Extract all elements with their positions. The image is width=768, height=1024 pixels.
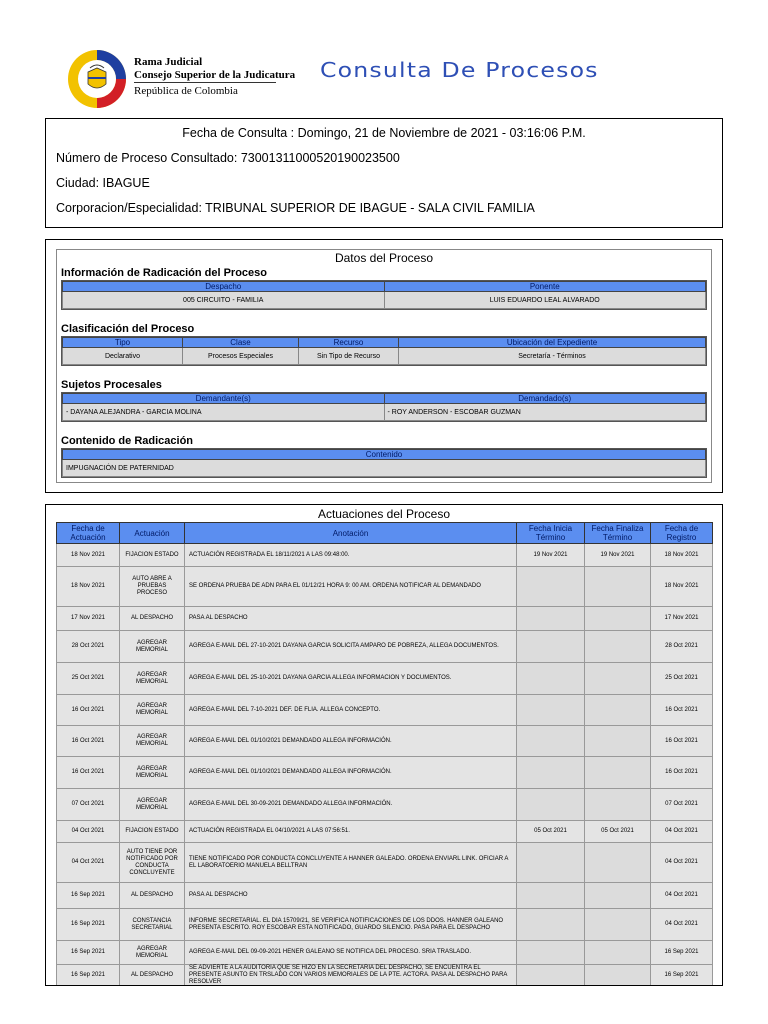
cell-actuacion: AGREGAR MEMORIAL: [120, 726, 185, 757]
cell-fecha-inicia: [517, 843, 585, 883]
cell-anotacion: SE ADVIERTE A LA AUDITORIA QUE SE HIZO EN LA SECRETARIA DEL DESPACHO, SE ENCUENTRA EL PRESENTE ASUNTO EN TRSLADO CON VARIOS MEMORIALES DE LA PTE. ACTORA. PASA AL DESPACHO PARA RESOLVER: [185, 965, 517, 987]
cell-anotacion: TIENE NOTIFICADO POR CONDUCTA CONCLUYENTE A HANNER GALEADO. ORDENA ENVIARL LINK. OFICIAR A EL LABORATOERIO MANUELA BELLTRAN: [185, 843, 517, 883]
table-row: [57, 567, 713, 607]
clasificacion-title: Clasificación del Proceso: [61, 323, 195, 335]
org-line-1: Rama Judicial: [134, 56, 203, 68]
cell-fecha-inicia: 05 Oct 2021: [517, 821, 585, 843]
cell-fecha-actuacion: 28 Oct 2021: [57, 631, 120, 663]
cell-fecha-finaliza: [585, 843, 651, 883]
colombia-seal-icon: [66, 48, 128, 110]
cell-fecha-registro: 04 Oct 2021: [651, 821, 713, 843]
cell-anotacion: AGREGA E-MAIL DEL 27-10-2021 DAYANA GARCIA SOLICITA AMPARO DE POBREZA, ALLEGA DOCUMENTOS.: [185, 631, 517, 663]
cell-fecha-actuacion: 17 Nov 2021: [57, 607, 120, 631]
cell-anotacion: AGREGA E-MAIL DEL 01/10/2021 DEMANDADO ALLEGA INFORMACIÓN.: [185, 726, 517, 757]
cell-actuacion: AGREGAR MEMORIAL: [120, 941, 185, 965]
corporacion: Corporacion/Especialidad: TRIBUNAL SUPERIOR DE IBAGUE - SALA CIVIL FAMILIA: [56, 201, 535, 215]
cell-fecha-inicia: 19 Nov 2021: [517, 544, 585, 567]
header-clase: Clase: [183, 338, 299, 348]
cell-anotacion: ACTUACIÓN REGISTRADA EL 18/11/2021 A LAS 09:48:00.: [185, 544, 517, 567]
cell-fecha-finaliza: [585, 757, 651, 789]
cell-fecha-finaliza: 05 Oct 2021: [585, 821, 651, 843]
sujetos-table: [61, 392, 707, 422]
cell-fecha-actuacion: 07 Oct 2021: [57, 789, 120, 821]
contenido-title: Contenido de Radicación: [61, 435, 194, 447]
cell-fecha-registro: 07 Oct 2021: [651, 789, 713, 821]
cell-fecha-actuacion: 16 Sep 2021: [57, 965, 120, 987]
value-demandantes: - DAYANA ALEJANDRA - GARCIA MOLINA: [63, 404, 385, 421]
cell-fecha-finaliza: [585, 631, 651, 663]
cell-fecha-registro: 28 Oct 2021: [651, 631, 713, 663]
cell-fecha-registro: 04 Oct 2021: [651, 883, 713, 909]
table-row: [57, 607, 713, 631]
cell-fecha-finaliza: [585, 726, 651, 757]
cell-fecha-finaliza: [585, 941, 651, 965]
cell-actuacion: AGREGAR MEMORIAL: [120, 631, 185, 663]
numero-proceso: Número de Proceso Consultado: 73001311000520190023500: [56, 151, 400, 165]
header-fecha-finaliza: Fecha Finaliza Término: [585, 523, 651, 544]
cell-fecha-inicia: [517, 757, 585, 789]
cell-fecha-actuacion: 16 Sep 2021: [57, 909, 120, 941]
fecha-consulta: Fecha de Consulta : Domingo, 21 de Noviembre de 2021 - 03:16:06 P.M.: [182, 126, 586, 140]
cell-fecha-inicia: [517, 663, 585, 695]
cell-fecha-registro: 16 Sep 2021: [651, 941, 713, 965]
actuaciones-title: Actuaciones del Proceso: [317, 507, 451, 521]
cell-fecha-finaliza: [585, 965, 651, 987]
table-row: [57, 631, 713, 663]
cell-fecha-inicia: [517, 789, 585, 821]
clasificacion-table: [61, 336, 707, 366]
table-row: [57, 883, 713, 909]
header-recurso: Recurso: [299, 338, 399, 348]
cell-fecha-inicia: [517, 607, 585, 631]
cell-anotacion: PASA AL DESPACHO: [185, 883, 517, 909]
org-line-3: República de Colombia: [134, 85, 238, 97]
radicacion-table: [61, 280, 707, 310]
cell-anotacion: AGREGA E-MAIL DEL 01/10/2021 DEMANDADO ALLEGA INFORMACIÓN.: [185, 757, 517, 789]
cell-fecha-actuacion: 18 Nov 2021: [57, 567, 120, 607]
cell-fecha-registro: 16 Oct 2021: [651, 757, 713, 789]
cell-actuacion: FIJACION ESTADO: [120, 821, 185, 843]
actuaciones-panel: [45, 504, 723, 986]
value-recurso: Sin Tipo de Recurso: [299, 348, 399, 365]
table-row: [57, 663, 713, 695]
cell-fecha-inicia: [517, 965, 585, 987]
actuaciones-header-row: [57, 523, 713, 544]
cell-actuacion: CONSTANCIA SECRETARIAL: [120, 909, 185, 941]
cell-fecha-actuacion: 16 Sep 2021: [57, 941, 120, 965]
header-contenido: Contenido: [63, 450, 706, 460]
value-clase: Procesos Especiales: [183, 348, 299, 365]
ciudad: Ciudad: IBAGUE: [56, 176, 150, 190]
header-anotacion: Anotación: [185, 523, 517, 544]
header-fecha-inicia: Fecha Inicia Término: [517, 523, 585, 544]
table-row: [57, 544, 713, 567]
cell-fecha-inicia: [517, 909, 585, 941]
cell-fecha-finaliza: [585, 909, 651, 941]
header-actuacion: Actuación: [120, 523, 185, 544]
datos-proceso-panel: [45, 239, 723, 493]
cell-actuacion: AGREGAR MEMORIAL: [120, 695, 185, 726]
cell-anotacion: ACTUACIÓN REGISTRADA EL 04/10/2021 A LAS 07:56:51.: [185, 821, 517, 843]
cell-fecha-finaliza: [585, 663, 651, 695]
table-row: [57, 695, 713, 726]
cell-fecha-registro: 16 Oct 2021: [651, 726, 713, 757]
cell-anotacion: PASA AL DESPACHO: [185, 607, 517, 631]
cell-fecha-registro: 18 Nov 2021: [651, 567, 713, 607]
cell-actuacion: AGREGAR MEMORIAL: [120, 789, 185, 821]
value-despacho: 005 CIRCUITO - FAMILIA: [63, 292, 385, 309]
cell-fecha-finaliza: [585, 883, 651, 909]
cell-anotacion: AGREGA E-MAIL DEL 30-09-2021 DEMANDADO ALLEGA INFORMACIÓN.: [185, 789, 517, 821]
header-demandantes: Demandante(s): [63, 394, 385, 404]
cell-fecha-inicia: [517, 726, 585, 757]
cell-fecha-registro: 16 Oct 2021: [651, 695, 713, 726]
header-despacho: Despacho: [63, 282, 385, 292]
cell-fecha-registro: 04 Oct 2021: [651, 843, 713, 883]
value-contenido: IMPUGNACIÓN DE PATERNIDAD: [63, 460, 706, 477]
cell-fecha-actuacion: 16 Oct 2021: [57, 757, 120, 789]
cell-anotacion: AGREGA E-MAIL DEL 09-09-2021 HENER GALEANO SE NOTIFICA DEL PROCESO. SRIA TRASLADO.: [185, 941, 517, 965]
cell-fecha-finaliza: [585, 607, 651, 631]
cell-actuacion: AL DESPACHO: [120, 883, 185, 909]
cell-fecha-actuacion: 16 Oct 2021: [57, 726, 120, 757]
header-ubicacion: Ubicación del Expediente: [399, 338, 706, 348]
datos-proceso-inner: [56, 249, 712, 483]
cell-actuacion: AGREGAR MEMORIAL: [120, 757, 185, 789]
cell-actuacion: AGREGAR MEMORIAL: [120, 663, 185, 695]
cell-fecha-inicia: [517, 883, 585, 909]
cell-anotacion: AGREGA E-MAIL DEL 25-10-2021 DAYANA GARCIA ALLEGA INFORMACION Y DOCUMENTOS.: [185, 663, 517, 695]
value-tipo: Declarativo: [63, 348, 183, 365]
app-title: Consulta De Procesos: [320, 58, 599, 82]
header-tipo: Tipo: [63, 338, 183, 348]
table-row: [57, 789, 713, 821]
header-fecha-actuacion: Fecha de Actuación: [57, 523, 120, 544]
page-header: [0, 0, 768, 110]
cell-actuacion: AUTO ABRE A PRUEBAS PROCESO: [120, 567, 185, 607]
cell-fecha-actuacion: 25 Oct 2021: [57, 663, 120, 695]
radicacion-title: Información de Radicación del Proceso: [61, 267, 267, 279]
cell-actuacion: AUTO TIENE POR NOTIFICADO POR CONDUCTA CONCLUYENTE: [120, 843, 185, 883]
cell-fecha-inicia: [517, 695, 585, 726]
cell-fecha-actuacion: 16 Sep 2021: [57, 883, 120, 909]
value-ubicacion: Secretaría - Términos: [399, 348, 706, 365]
actuaciones-body: [57, 544, 713, 987]
value-demandados: - ROY ANDERSON - ESCOBAR GUZMAN: [384, 404, 706, 421]
cell-fecha-finaliza: [585, 695, 651, 726]
organization-name: [134, 56, 295, 98]
header-demandados: Demandado(s): [384, 394, 706, 404]
cell-fecha-inicia: [517, 941, 585, 965]
cell-fecha-actuacion: 04 Oct 2021: [57, 821, 120, 843]
cell-fecha-inicia: [517, 567, 585, 607]
cell-actuacion: FIJACION ESTADO: [120, 544, 185, 567]
cell-fecha-finaliza: [585, 567, 651, 607]
actuaciones-table: [56, 522, 713, 986]
cell-fecha-finaliza: 19 Nov 2021: [585, 544, 651, 567]
org-divider: [134, 82, 276, 83]
table-row: [57, 726, 713, 757]
consulta-info-panel: [45, 118, 723, 228]
cell-fecha-registro: 18 Nov 2021: [651, 544, 713, 567]
cell-actuacion: AL DESPACHO: [120, 607, 185, 631]
table-row: [57, 909, 713, 941]
sujetos-title: Sujetos Procesales: [61, 379, 162, 391]
cell-fecha-inicia: [517, 631, 585, 663]
table-row: [57, 941, 713, 965]
table-row: [57, 843, 713, 883]
header-ponente: Ponente: [384, 282, 706, 292]
cell-fecha-registro: 16 Sep 2021: [651, 965, 713, 987]
table-row: [57, 821, 713, 843]
cell-fecha-finaliza: [585, 789, 651, 821]
cell-fecha-actuacion: 16 Oct 2021: [57, 695, 120, 726]
cell-fecha-registro: 04 Oct 2021: [651, 909, 713, 941]
cell-fecha-registro: 25 Oct 2021: [651, 663, 713, 695]
cell-fecha-registro: 17 Nov 2021: [651, 607, 713, 631]
value-ponente: LUIS EDUARDO LEAL ALVARADO: [384, 292, 706, 309]
contenido-table: [61, 448, 707, 478]
cell-actuacion: AL DESPACHO: [120, 965, 185, 987]
datos-proceso-title: Datos del Proceso: [334, 251, 434, 265]
cell-fecha-actuacion: 04 Oct 2021: [57, 843, 120, 883]
table-row: [57, 757, 713, 789]
header-fecha-registro: Fecha de Registro: [651, 523, 713, 544]
cell-fecha-actuacion: 18 Nov 2021: [57, 544, 120, 567]
cell-anotacion: AGREGA E-MAIL DEL 7-10-2021 DEF. DE FLIA. ALLEGA CONCEPTO.: [185, 695, 517, 726]
org-line-2: Consejo Superior de la Judicatura: [134, 69, 296, 81]
cell-anotacion: INFORME SECRETARIAL. EL DIA 15709/21, SE VERIFICA NOTIFICACIONES DE LOS DDOS. HANNER GALEANO PRESENTA ESCRITO. ROY ESCOBAR ESTA NOTIFICADO, GUARDO SILENCIO. PASA PARA EL DESPACHO: [185, 909, 517, 941]
table-row: [57, 965, 713, 987]
cell-anotacion: SE ORDENA PRUEBA DE ADN PARA EL 01/12/21 HORA 9: 00 AM. ORDENA NOTIFICAR AL DEMANDADO: [185, 567, 517, 607]
